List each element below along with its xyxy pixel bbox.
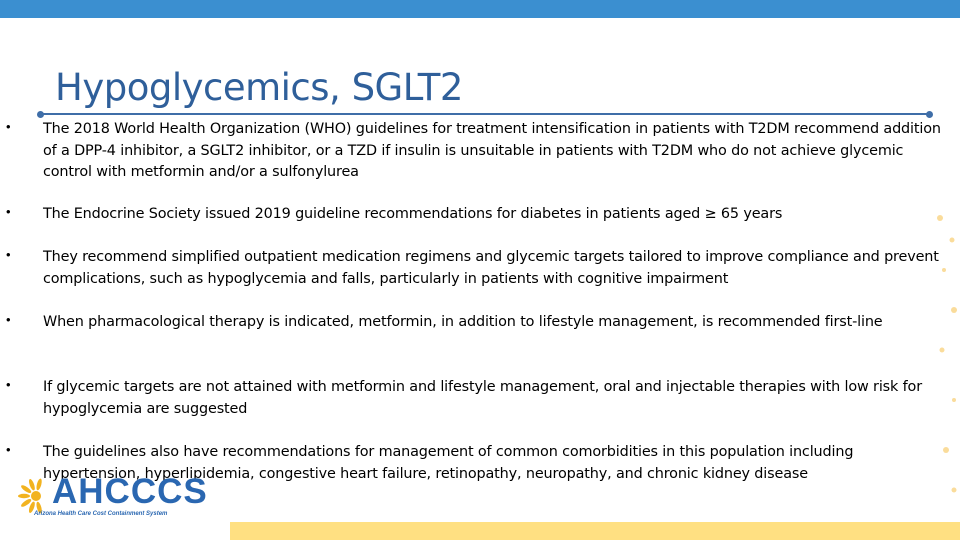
bullet-marker: • bbox=[6, 119, 11, 134]
logo-wordmark: AHCCCS bbox=[52, 472, 208, 511]
bullet-marker: • bbox=[6, 442, 11, 457]
bullet-marker: • bbox=[6, 377, 11, 392]
ahcccs-logo bbox=[12, 474, 222, 522]
bullet-marker: • bbox=[6, 247, 11, 262]
bullet-text: They recommend simplified outpatient medication regimens and glycemic targets tailored to improve compliance and prevent complications, such as hypoglycemia and falls, particularly in patients with cognitive impairment bbox=[43, 249, 939, 287]
bullet-text: The 2018 World Health Organization (WHO) guidelines for treatment intensification in patients with T2DM recommend addition of a DPP-4 inhibitor, a SGLT2 inhibitor, or a TZD if insulin is unsuitable in patients with T2DM who do not achieve glycemic control with metformin and/or a sulfonylurea bbox=[43, 121, 941, 180]
bullet-text: The guidelines also have recommendations for management of common comorbidities in this population including hypertension, hyperlipidemia, congestive heart failure, retinopathy, neuropathy, and chronic kidney disease bbox=[43, 444, 854, 482]
slide-title: Hypoglycemics, SGLT2 bbox=[55, 66, 463, 109]
bottom-accent-bar bbox=[230, 522, 960, 540]
bullet-text: If glycemic targets are not attained with metformin and lifestyle management, oral and injectable therapies with low risk for hypoglycemia are suggested bbox=[43, 379, 922, 417]
bullet-text: When pharmacological therapy is indicated, metformin, in addition to lifestyle management, is recommended first-line bbox=[43, 314, 883, 330]
bullet-text: The Endocrine Society issued 2019 guideline recommendations for diabetes in patients aged ≥ 65 years bbox=[43, 206, 783, 222]
logo-tagline: Arizona Health Care Cost Containment System bbox=[34, 511, 168, 517]
bullet-marker: • bbox=[6, 204, 11, 219]
bullet-marker: • bbox=[6, 312, 11, 327]
decorative-dots-accent bbox=[930, 200, 960, 520]
